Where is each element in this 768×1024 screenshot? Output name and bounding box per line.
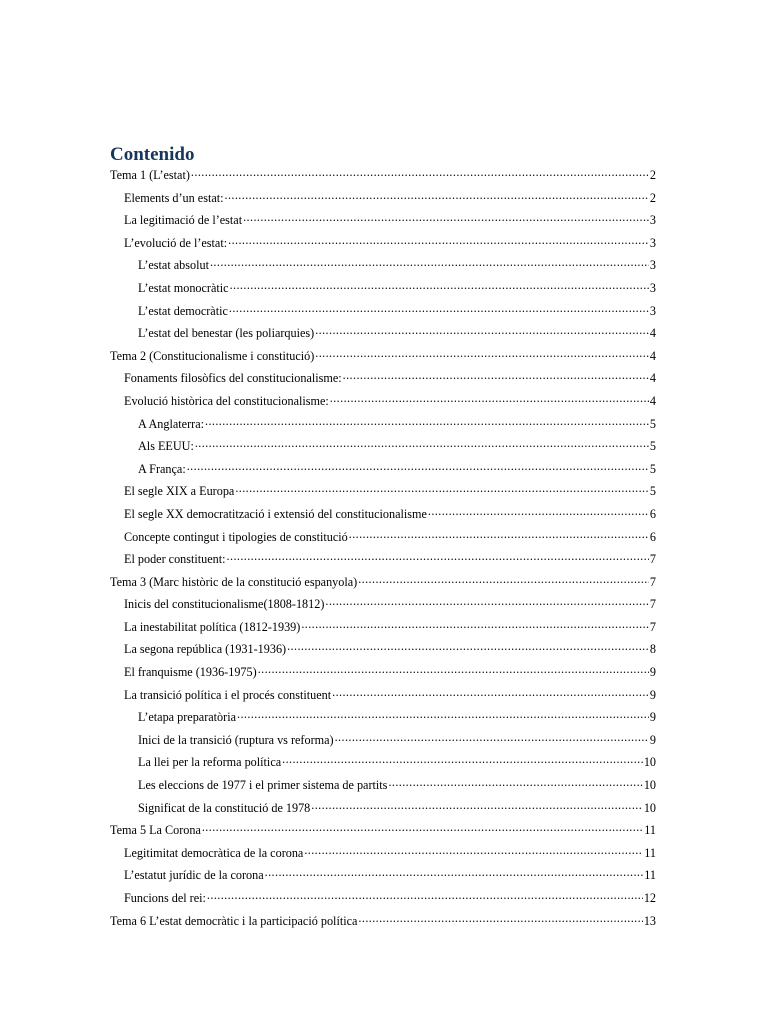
toc-page-number: 4 xyxy=(649,326,656,341)
dot-leader xyxy=(265,867,644,879)
toc-page-number: 7 xyxy=(649,574,656,589)
dot-leader xyxy=(230,280,649,292)
dot-leader xyxy=(343,370,649,382)
toc-entry[interactable] xyxy=(110,256,656,279)
toc-entry-title[interactable]: Inici de la transició (ruptura vs reforma) xyxy=(138,732,334,747)
toc-entry[interactable] xyxy=(110,415,656,438)
toc-entry[interactable] xyxy=(110,460,656,483)
toc-entry[interactable] xyxy=(110,821,656,844)
toc-page-number: 3 xyxy=(649,280,656,295)
dot-leader xyxy=(315,348,649,360)
toc-page-number: 9 xyxy=(649,710,656,725)
dot-leader xyxy=(243,212,649,224)
toc-entry-title[interactable]: El segle XX democratització i extensió del constitucionalisme xyxy=(124,506,427,521)
dot-leader xyxy=(195,438,649,450)
toc-page-number: 4 xyxy=(649,393,656,408)
toc-page-number: 8 xyxy=(649,642,656,657)
toc-page-number: 5 xyxy=(649,484,656,499)
dot-leader xyxy=(237,709,649,721)
toc-entry[interactable] xyxy=(110,347,656,370)
toc-entry-title[interactable]: Legitimitat democràtica de la corona xyxy=(124,845,304,860)
toc-entry[interactable] xyxy=(110,708,656,731)
dot-leader xyxy=(388,777,642,789)
toc-entry[interactable] xyxy=(110,392,656,415)
dot-leader xyxy=(358,913,642,925)
toc-entry-title[interactable]: Funcions del rei: xyxy=(124,891,206,905)
toc-page-number: 9 xyxy=(649,665,656,680)
toc-page-number: 10 xyxy=(643,755,656,770)
dot-leader xyxy=(335,732,649,744)
toc-entry[interactable] xyxy=(110,618,656,641)
table-of-contents xyxy=(110,144,656,934)
dot-leader xyxy=(205,416,649,428)
toc-entry-title[interactable]: L’estat del benestar (les poliarquies) xyxy=(138,326,315,341)
toc-page-number: 4 xyxy=(649,348,656,363)
toc-entry[interactable] xyxy=(110,437,656,460)
dot-leader xyxy=(207,890,643,902)
toc-entry[interactable] xyxy=(110,889,656,912)
toc-entry[interactable] xyxy=(110,753,656,776)
toc-entry-title[interactable]: L’estat democràtic xyxy=(138,303,228,318)
toc-entry[interactable] xyxy=(110,482,656,505)
toc-entry[interactable] xyxy=(110,528,656,551)
toc-entry-title[interactable]: La legitimació de l’estat xyxy=(124,213,243,228)
dot-leader xyxy=(282,754,643,766)
toc-page-number: 12 xyxy=(643,891,656,905)
toc-entry[interactable] xyxy=(110,799,656,822)
dot-leader xyxy=(428,506,649,518)
toc-page-number: 7 xyxy=(649,619,656,634)
toc-entry-title[interactable]: A França: xyxy=(138,461,186,476)
toc-entry-title[interactable]: A Anglaterra: xyxy=(138,416,204,431)
toc-entry[interactable] xyxy=(110,324,656,347)
toc-entry[interactable] xyxy=(110,234,656,257)
toc-page-number: 5 xyxy=(649,439,656,454)
toc-entry-title[interactable]: Tema 3 (Marc històric de la constitució espanyola) xyxy=(110,574,358,589)
toc-entry-title[interactable]: Tema 5 La Corona xyxy=(110,823,201,838)
toc-entry-title[interactable]: Inicis del constitucionalisme(1808-1812) xyxy=(124,597,325,612)
toc-entry[interactable] xyxy=(110,844,656,867)
toc-entry[interactable] xyxy=(110,279,656,302)
toc-entry[interactable] xyxy=(110,189,656,212)
toc-page-number: 10 xyxy=(643,800,656,815)
toc-page-number: 4 xyxy=(649,371,656,386)
toc-entry-title[interactable]: Fonaments filosòfics del constitucionalisme: xyxy=(124,371,342,386)
toc-entry-title[interactable]: L’estat absolut xyxy=(138,258,209,273)
toc-entry[interactable] xyxy=(110,166,656,189)
toc-entry[interactable] xyxy=(110,640,656,663)
toc-entry[interactable] xyxy=(110,211,656,234)
toc-entry[interactable] xyxy=(110,731,656,754)
toc-entry-title[interactable]: Concepte contingut i tipologies de constitució xyxy=(124,529,348,544)
toc-page-number: 7 xyxy=(649,597,656,612)
toc-page-number: 5 xyxy=(649,461,656,476)
toc-page-number: 7 xyxy=(649,552,656,567)
toc-entry-title[interactable]: La segona república (1931-1936) xyxy=(124,642,287,657)
dot-leader xyxy=(210,257,649,269)
toc-page-number: 11 xyxy=(644,823,656,838)
toc-entry-title[interactable]: Evolució històrica del constitucionalisme: xyxy=(124,393,329,408)
dot-leader xyxy=(315,325,649,337)
toc-entry[interactable] xyxy=(110,776,656,799)
toc-page-number: 11 xyxy=(644,868,656,883)
toc-entry[interactable] xyxy=(110,302,656,325)
toc-page-number: 6 xyxy=(649,529,656,544)
toc-entry[interactable] xyxy=(110,595,656,618)
toc-page-number: 13 xyxy=(643,913,656,928)
toc-entry[interactable] xyxy=(110,663,656,686)
dot-leader xyxy=(311,800,643,812)
dot-leader xyxy=(332,687,649,699)
dot-leader xyxy=(229,303,649,315)
dot-leader xyxy=(301,619,649,631)
toc-entry[interactable] xyxy=(110,369,656,392)
toc-entry-title[interactable]: Tema 2 (Constitucionalisme i constitució) xyxy=(110,348,315,363)
toc-entry[interactable] xyxy=(110,573,656,596)
dot-leader xyxy=(191,167,649,179)
toc-page-number: 9 xyxy=(649,732,656,747)
dot-leader xyxy=(358,574,649,586)
dot-leader xyxy=(325,596,649,608)
toc-title: Contenido xyxy=(110,144,195,165)
dot-leader xyxy=(225,190,649,202)
toc-page-number: 6 xyxy=(649,506,656,521)
dot-leader xyxy=(287,641,649,653)
dot-leader xyxy=(304,845,643,857)
toc-page-number: 5 xyxy=(649,416,656,431)
toc-entry[interactable] xyxy=(110,505,656,528)
toc-page-number: 2 xyxy=(649,168,656,182)
toc-page-number: 11 xyxy=(644,845,656,860)
toc-page-number: 10 xyxy=(643,778,656,793)
toc-page-number: 3 xyxy=(649,258,656,273)
toc-entry-title[interactable]: Les eleccions de 1977 i el primer sistema de partits xyxy=(138,778,388,793)
toc-entry-title[interactable]: Elements d’un estat: xyxy=(124,190,224,205)
toc-entry-title[interactable]: El franquisme (1936-1975) xyxy=(124,665,257,680)
dot-leader xyxy=(258,664,649,676)
toc-entry-title[interactable]: L’etapa preparatòria xyxy=(138,710,237,725)
toc-entry-title[interactable]: L’estat monocràtic xyxy=(138,280,229,295)
toc-entry-title[interactable]: El poder constituent: xyxy=(124,552,226,567)
toc-entry-title[interactable]: Als EEUU: xyxy=(138,439,194,454)
toc-entry-title[interactable]: Tema 6 L’estat democràtic i la participació política xyxy=(110,913,358,928)
toc-page-number: 3 xyxy=(649,213,656,228)
dot-leader xyxy=(349,529,649,541)
dot-leader xyxy=(202,822,643,834)
toc-entry-title[interactable]: L’evolució de l’estat: xyxy=(124,235,228,250)
dot-leader xyxy=(330,393,649,405)
toc-entry[interactable] xyxy=(110,866,656,889)
dot-leader xyxy=(228,235,649,247)
toc-page-number: 2 xyxy=(649,190,656,205)
toc-page-number: 3 xyxy=(649,303,656,318)
toc-entry[interactable] xyxy=(110,550,656,573)
toc-entry-title[interactable]: Tema 1 (L’estat) xyxy=(110,168,190,182)
toc-list xyxy=(110,166,656,934)
dot-leader xyxy=(187,461,649,473)
toc-entry-title[interactable]: La transició política i el procés constituent xyxy=(124,687,332,702)
dot-leader xyxy=(235,483,649,495)
toc-entry[interactable] xyxy=(110,912,656,935)
toc-entry-title[interactable]: La inestabilitat política (1812-1939) xyxy=(124,619,301,634)
toc-page-number: 3 xyxy=(649,235,656,250)
toc-entry-title[interactable]: El segle XIX a Europa xyxy=(124,484,235,499)
toc-entry-title[interactable]: La llei per la reforma política xyxy=(138,755,282,770)
dot-leader xyxy=(227,551,649,563)
toc-entry-title[interactable]: L’estatut jurídic de la corona xyxy=(124,868,264,883)
toc-entry-title[interactable]: Significat de la constitució de 1978 xyxy=(138,800,311,815)
toc-page-number: 9 xyxy=(649,687,656,702)
toc-entry[interactable] xyxy=(110,686,656,709)
